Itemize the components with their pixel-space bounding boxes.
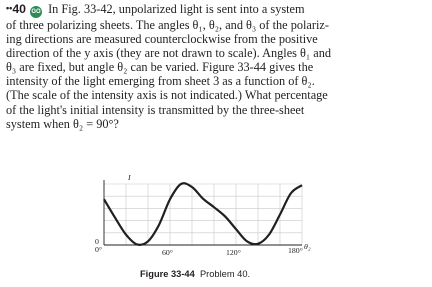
problem-line-5: θ₃ are fixed, but angle θ₂ can be varied. Figure 33-44 gives the bbox=[6, 60, 314, 75]
problem-text bbox=[6, 1, 426, 131]
caption-text: Problem 40. bbox=[199, 269, 251, 279]
x-tick-label-60: 60° bbox=[162, 248, 173, 257]
problem-line-7: (The scale of the intensity axis is not indicated.) What percentage bbox=[6, 88, 328, 103]
x-tick-label-180: 180° bbox=[288, 246, 303, 255]
problem-line-8: of the light's initial intensity is transmitted by the three-sheet bbox=[6, 102, 305, 117]
problem-line-4: direction of the y axis (they are not drawn to scale). Angles θ₁ and bbox=[6, 46, 332, 61]
x-tick-label-120: 120° bbox=[226, 248, 241, 257]
figure-caption bbox=[140, 269, 250, 279]
problem-line-9: system when θ₂ = 90°? bbox=[6, 116, 119, 131]
figure-33-44 bbox=[0, 168, 432, 287]
problem-line-1: In Fig. 33-42, unpolarized light is sent into a system bbox=[48, 2, 305, 16]
problem-line-6: intensity of the light emerging from sheet 3 as a function of θ₂. bbox=[6, 74, 315, 89]
x-axis-label: θ₂ bbox=[304, 242, 311, 251]
intensity-curve bbox=[104, 183, 302, 245]
difficulty-stars: •• bbox=[6, 3, 13, 13]
problem-line-2: of three polarizing sheets. The angles θ₁, θ₂, and θ₃ of the polariz- bbox=[6, 18, 329, 32]
x-tick-label-0: 0° bbox=[95, 245, 103, 254]
go-badge-icon: GO bbox=[30, 6, 42, 18]
problem-number: 40 bbox=[12, 2, 26, 16]
origin-label: 0 bbox=[95, 237, 99, 246]
y-axis-label: I bbox=[128, 173, 131, 182]
intensity-chart bbox=[0, 168, 432, 268]
problem-line bbox=[6, 1, 426, 18]
problem-line-3: ing directions are measured counterclockwise from the positive bbox=[6, 32, 318, 47]
caption-id: Figure 33-44 bbox=[140, 269, 195, 279]
